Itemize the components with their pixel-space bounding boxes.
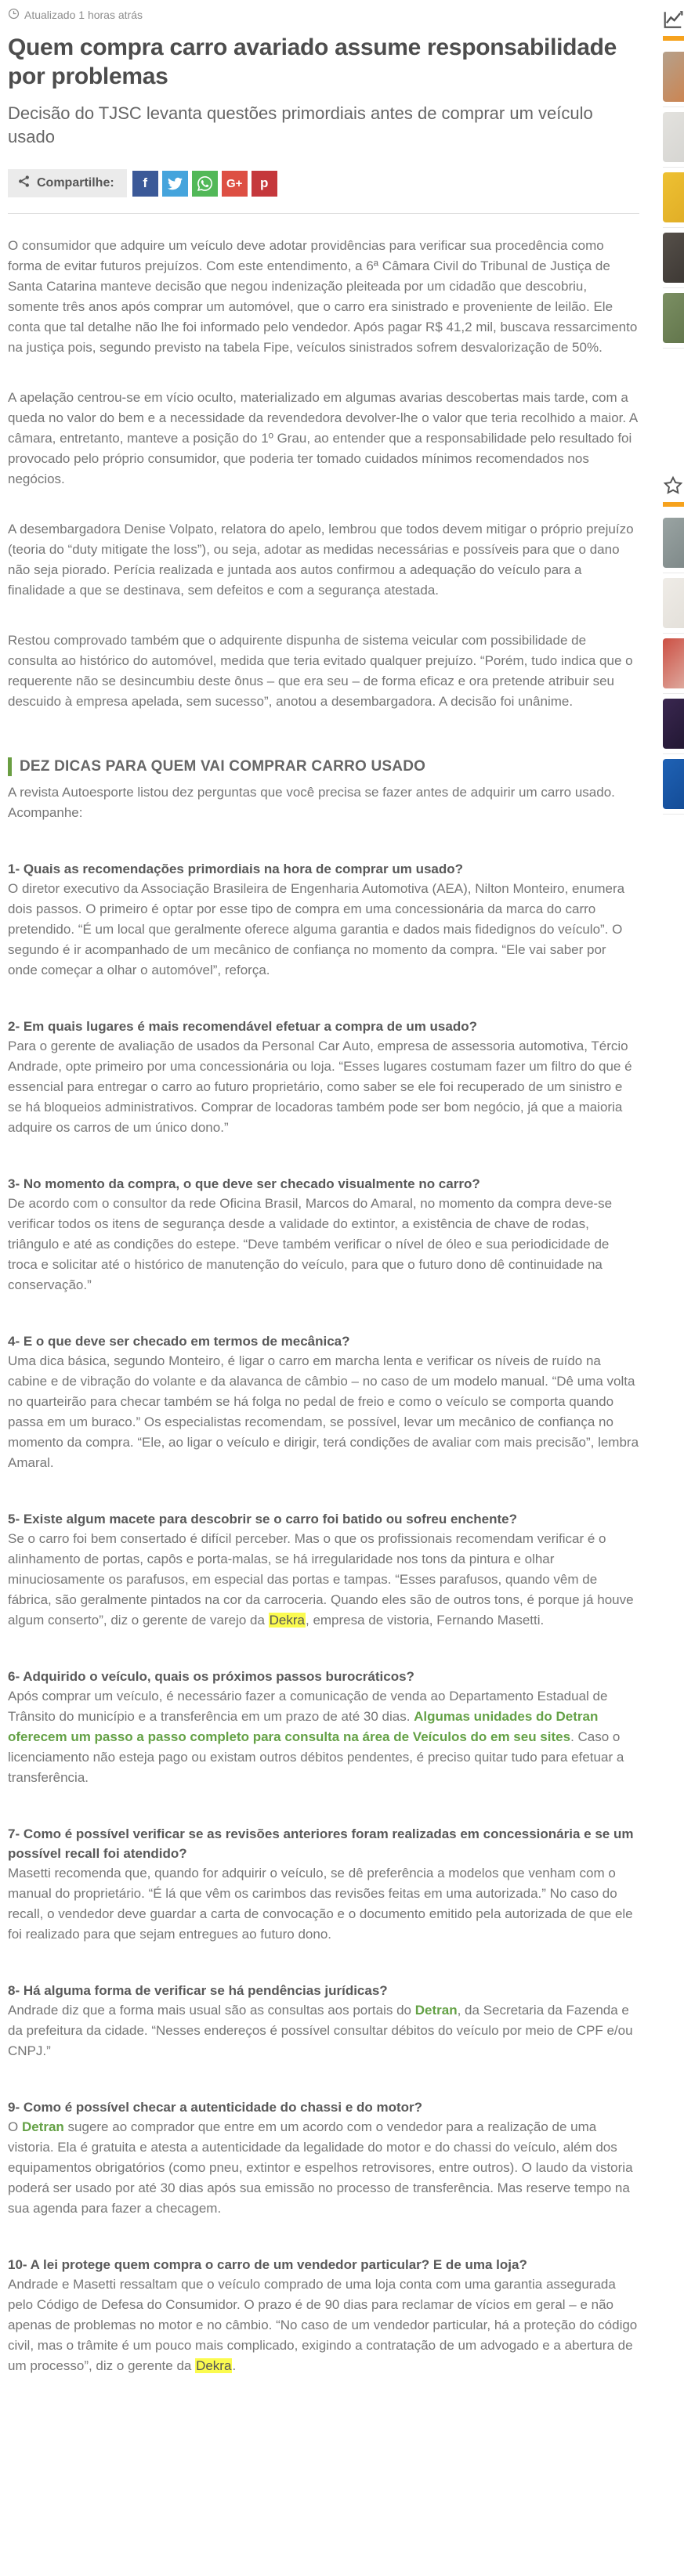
rail-list-item xyxy=(663,293,684,349)
qa-block-1 xyxy=(8,859,639,981)
star-icon[interactable] xyxy=(663,475,684,496)
answer-text: O diretor executivo da Associação Brasileira de Engenharia Automotiva (AEA), Nilton Monteiro, enumera dois passos. O primeiro é optar por esse tipo de compra em uma concessionária da marca do carro pretendido. “É um local que geralmente oferece alguma garantia e dados mais fidedignos do veículo”. O segundo é ir acompanhado de um mecânico de confiança no momento da compra. “Ele vai saber por onde começar a olhar o automóvel”, reforça. xyxy=(8,881,625,977)
related-article-thumbnail[interactable] xyxy=(663,112,684,162)
answer-text: De acordo com o consultor da rede Oficina Brasil, Marcos do Amaral, no momento da compra deve-se verificar todos os itens de segurança desde a validade do extintor, a existência de chave de rodas, triângulo e até as condições do estepe. “Deve também verificar o nível de óleo e sua periodicidade de troca e solicitar até o histórico de manutenção do veículo, para que o futuro dono dê continuidade na conservação.” xyxy=(8,1196,613,1292)
divider xyxy=(8,213,639,214)
qa-block-9 xyxy=(8,2097,639,2219)
rail-widget-2 xyxy=(663,475,684,815)
section-heading-bar xyxy=(8,757,12,776)
qa-question: 4- E o que deve ser checado em termos de mecânica? xyxy=(8,1334,350,1349)
pinterest-icon: p xyxy=(259,175,269,190)
related-article-thumbnail[interactable] xyxy=(663,638,684,688)
qa-answer xyxy=(8,2000,639,2061)
twitter-share-button[interactable] xyxy=(162,171,188,197)
answer-text: , da Secretaria da Fazenda e da prefeitura da cidade. “Nesses endereços é possível consultar débitos do veículo por meio de CPF e/ou CNPJ.” xyxy=(8,2003,633,2058)
answer-text: Se o carro foi bem consertado é difícil perceber. Mas o que os profissionais recomendam verificar é o alinhamento de portas, capôs e porta-malas, se há irregularidade nos tons da pintura e olhar minuciosamente os parafusos, em especial das portas e tampas. “Esses parafusos, quando vêm de fábrica, são geralmente pintados na cor da carroceria. Quando eles são de outros tons, é porque já houve algum conserto”, diz o gerente de varejo da xyxy=(8,1531,634,1628)
whatsapp-share-button[interactable] xyxy=(192,171,218,197)
article-paragraph: A apelação centrou-se em vício oculto, materializado em algumas avarias descobertas mais tarde, com a queda no valor do bem e a necessidade da revendedora devolver-lhe o valor que teria recolhido a maior. A câmara, entretanto, manteve a posição do 1º Grau, ao entender que a responsabilidade pelo resultado foi provocado pelo próprio consumidor, que poderia ter tomado cuidados mínimos recomendados nos negócios. xyxy=(8,390,638,486)
rail-list-item xyxy=(663,759,684,815)
qa-block-4 xyxy=(8,1331,639,1473)
trending-chart-icon[interactable] xyxy=(663,9,684,30)
article-content xyxy=(8,8,639,2376)
qa-answer xyxy=(8,1863,639,1945)
qa-block-8 xyxy=(8,1981,639,2061)
related-article-thumbnail[interactable] xyxy=(663,578,684,628)
qa-question: 2- Em quais lugares é mais recomendável efetuar a compra de um usado? xyxy=(8,1019,477,1034)
rail-accent-bar xyxy=(663,36,684,41)
qa-answer xyxy=(8,2274,639,2376)
share-bar xyxy=(8,169,639,197)
facebook-share-button[interactable] xyxy=(132,171,158,197)
section-heading-text: DEZ DICAS PARA QUEM VAI COMPRAR CARRO USADO xyxy=(20,758,426,775)
qa-answer xyxy=(8,1686,639,1788)
related-article-thumbnail[interactable] xyxy=(663,759,684,809)
answer-text: , empresa de vistoria, Fernando Masetti. xyxy=(306,1613,545,1628)
highlighted-text: Dekra xyxy=(196,2358,232,2373)
inline-link[interactable]: Detran xyxy=(21,2119,64,2134)
answer-text: Andrade e Masetti ressaltam que o veículo comprado de uma loja conta com uma garantia assegurada pelo Código de Defesa do Consumidor. O prazo é de 90 dias para reclamar de vícios em geral – e não apenas de problemas no motor e no câmbio. “No caso de um vendedor particular, há a proteção do código civil, mas o trâmite é um pouco mais complicado, exigindo a contratação de um advogado e a abertura de um processo”, diz o gerente da xyxy=(8,2277,638,2373)
article-paragraph: O consumidor que adquire um veículo deve adotar providências para verificar sua procedência como forma de evitar futuros prejuízos. Com este entendimento, a 6ª Câmara Civil do Tribunal de Justiça de Santa Catarina manteve decisão que negou indenização pleiteada por um cidadão que descobriu, somente três anos após comprar um automóvel, que o carro era sinistrado e proveniente de leilão. Ele conta que tal detalhe não lhe foi informado pelo vendedor. Após pagar R$ 41,2 mil, buscava ressarcimento na justiça pois, segundo previsto na tabela Fipe, veículos sinistrados sofrem desvalorização de 50%. xyxy=(8,238,638,355)
twitter-icon xyxy=(168,176,183,191)
rail-accent-bar xyxy=(663,502,684,507)
highlighted-text: Dekra xyxy=(269,1613,305,1628)
section-heading xyxy=(8,757,639,776)
qa-question: 10- A lei protege quem compra o carro de um vendedor particular? E de uma loja? xyxy=(8,2257,527,2272)
clock-icon xyxy=(8,8,20,22)
qa-question: 5- Existe algum macete para descobrir se o carro foi batido ou sofreu enchente? xyxy=(8,1512,517,1526)
pinterest-share-button[interactable] xyxy=(252,171,277,197)
qa-answer xyxy=(8,1194,639,1295)
qa-block-5 xyxy=(8,1509,639,1631)
rail-list-item xyxy=(663,172,684,228)
answer-text: Masetti recomenda que, quando for adquirir o veículo, se dê preferência a modelos que venham com o manual do proprietário. “É lá que vêm os carimbos das revisões feitas em uma autorizada.” No caso do recall, o vendedor deve guardar a carta de convocação e o documento emitido pela autorizada de que ele foi realizado para que sejam entregues ao futuro dono. xyxy=(8,1866,633,1942)
answer-text: Para o gerente de avaliação de usados da Personal Car Auto, empresa de assessoria automotiva, Tércio Andrade, opte primeiro por uma concessionária ou loja. “Esses lugares costumam fazer um filtro do que é essencial para entregar o carro ao futuro proprietário, como saber se ele foi recuperado de um sinistro e se há bloqueios administrativos. Comprar de locadoras também pode ser bom negócio, já que a maioria adquire os carros de um único dono.” xyxy=(8,1039,632,1135)
qa-question: 6- Adquirido o veículo, quais os próximos passos burocráticos? xyxy=(8,1669,414,1684)
answer-text: O xyxy=(8,2119,22,2134)
updated-timestamp xyxy=(8,8,639,22)
googleplus-icon: G+ xyxy=(226,176,243,190)
section-intro: A revista Autoesporte listou dez perguntas que você precisa se fazer antes de adquirir um carro usado. Acompanhe: xyxy=(8,785,615,820)
qa-question: 8- Há alguma forma de verificar se há pendências jurídicas? xyxy=(8,1983,388,1998)
qa-question: 3- No momento da compra, o que deve ser checado visualmente no carro? xyxy=(8,1176,480,1191)
whatsapp-icon xyxy=(197,176,212,191)
qa-block-6 xyxy=(8,1667,639,1788)
qa-question: 9- Como é possível checar a autenticidade do chassi e do motor? xyxy=(8,2100,423,2115)
rail-list-item xyxy=(663,112,684,168)
rail-list-item xyxy=(663,578,684,634)
page-title: Quem compra carro avariado assume responsabilidade por problemas xyxy=(8,34,617,89)
rail-widget-1 xyxy=(663,9,684,475)
rail-list-item xyxy=(663,638,684,694)
share-icon xyxy=(17,175,31,192)
article-paragraph: Restou comprovado também que o adquirente dispunha de sistema veicular com possibilidade de consulta ao histórico do automóvel, medida que teria evitado qualquer prejuízo. “Porém, tudo indica que o requerente não se desincumbiu deste ônus – que era seu – de forma eficaz e ora pretende atribuir seu descuido à empresa apelada, sem sucesso”, anotou a desembargadora. A decisão foi unânime. xyxy=(8,633,633,709)
qa-answer xyxy=(8,1529,639,1631)
inline-link[interactable]: Algumas unidades do Detran oferecem um passo a passo completo para consulta na área de Veículos do em seu sites xyxy=(8,1709,599,1744)
rail-list-item xyxy=(663,699,684,754)
related-article-thumbnail[interactable] xyxy=(663,518,684,568)
qa-answer xyxy=(8,879,639,981)
qa-answer xyxy=(8,1351,639,1473)
facebook-icon: f xyxy=(143,175,147,190)
related-article-thumbnail[interactable] xyxy=(663,293,684,343)
updated-text: Atualizado 1 horas atrás xyxy=(24,9,143,21)
qa-block-7 xyxy=(8,1824,639,1945)
qa-block-10 xyxy=(8,2255,639,2376)
page-subtitle: Decisão do TJSC levanta questões primordiais antes de comprar um veículo usado xyxy=(8,103,593,146)
related-article-thumbnail[interactable] xyxy=(663,52,684,102)
answer-text: . xyxy=(232,2358,237,2373)
answer-text: Após comprar um veículo, é necessário fazer a comunicação de venda ao Departamento Estadual de Trânsito do município e a transferência em um prazo de até 30 dias. xyxy=(8,1689,608,1724)
qa-question: 1- Quais as recomendações primordiais na hora de comprar um usado? xyxy=(8,862,464,876)
share-buttons xyxy=(132,171,277,197)
related-article-thumbnail[interactable] xyxy=(663,233,684,283)
answer-text: . Caso o licenciamento não esteja pago ou existam outros débitos pendentes, é preciso quitar tudo para efetuar a transferência. xyxy=(8,1729,624,1785)
rail-list-item xyxy=(663,233,684,288)
rail-list-item xyxy=(663,518,684,573)
qa-block-2 xyxy=(8,1017,639,1138)
qa-answer xyxy=(8,1036,639,1138)
qa-question: 7- Como é possível verificar se as revisões anteriores foram realizadas em concessionária e se um possível recall foi atendido? xyxy=(8,1826,634,1861)
qa-block-3 xyxy=(8,1174,639,1295)
article-paragraph: A desembargadora Denise Volpato, relatora do apelo, lembrou que todos devem mitigar o próprio prejuízo (teoria do “duty mitigate the loss”), ou seja, adotar as medidas necessárias e possíveis para que o dano não seja piorado. Perícia realizada e juntada aos autos confirmou a adequação do veículo para a finalidade a que se destinava, sem defeitos e com a segurança atestada. xyxy=(8,522,634,598)
googleplus-share-button[interactable] xyxy=(222,171,248,197)
answer-text: Uma dica básica, segundo Monteiro, é ligar o carro em marcha lenta e verificar os níveis de ruído na cabine e de vibração do volante e da alavanca de câmbio – no caso de um modelo manual. “Dê uma volta no quarteirão para checar também se há folga no pedal de freio e como o veículo se comporta quando passa em um buraco.” Os especialistas recomendam, se possível, levar um mecânico de confiança no momento da compra. “Ele, ao ligar o veículo e dirigir, terá condições de avaliar com mais precisão”, lembra Amaral. xyxy=(8,1353,639,1470)
answer-text: sugere ao comprador que entre em um acordo com o vendedor para a realização de uma vistoria. Ela é gratuita e atesta a autenticidade da legalidade do motor e do chassi do veículo, além dos equipamentos obrigatórios (como pneu, extintor e espelhos retrovisores, entre outros). O laudo da vistoria poderá ser usado por até 30 dias após sua emissão no processo de transferência. Mas reserve tempo na sua agenda para fazer a checagem. xyxy=(8,2119,633,2216)
related-article-thumbnail[interactable] xyxy=(663,699,684,749)
related-article-thumbnail[interactable] xyxy=(663,172,684,222)
right-rail xyxy=(663,9,684,819)
article-paragraphs xyxy=(8,236,639,712)
qa-list xyxy=(8,859,639,2376)
rail-list-item xyxy=(663,52,684,107)
rail-spacer xyxy=(663,353,684,475)
share-label: Compartilhe: xyxy=(8,169,127,197)
answer-text: Andrade diz que a forma mais usual são as consultas aos portais do xyxy=(8,2003,415,2018)
qa-answer xyxy=(8,2117,639,2219)
inline-link[interactable]: Detran xyxy=(414,2003,458,2018)
